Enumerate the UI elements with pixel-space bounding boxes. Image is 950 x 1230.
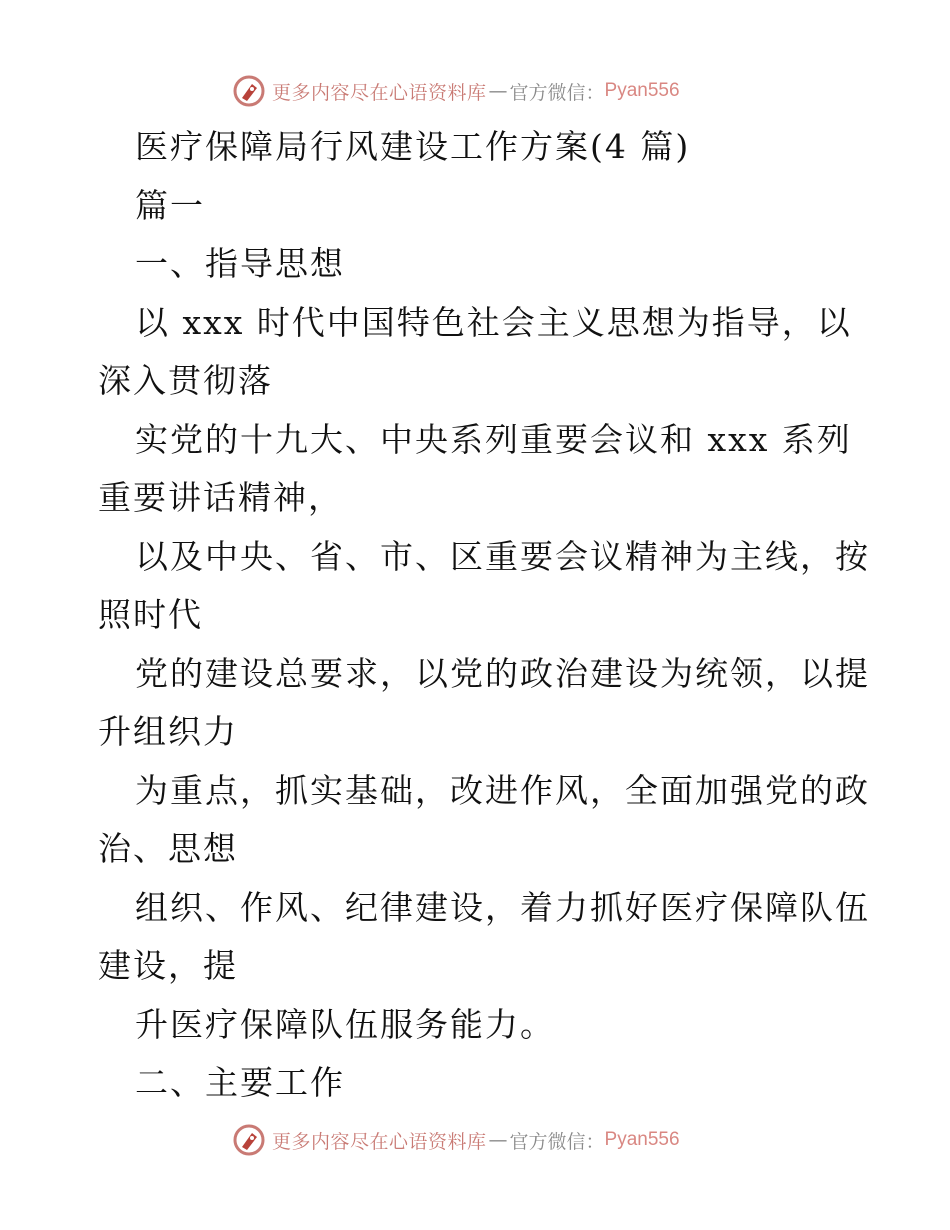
watermark-wechat-id: Pyan556	[604, 1129, 680, 1150]
watermark-separator: —	[488, 80, 508, 102]
watermark-text: 更多内容尽在心语资料库	[272, 1130, 487, 1153]
watermark-text: 更多内容尽在心语资料库	[272, 81, 487, 104]
footer-watermark	[232, 1120, 680, 1160]
paragraph-line: 以及中央、省、市、区重要会议精神为主线，按	[135, 537, 870, 576]
section-heading: 篇一	[135, 186, 205, 225]
document-title: 医疗保障局行风建设工作方案(4 篇)	[135, 127, 691, 166]
pen-nib-logo-icon	[232, 74, 266, 108]
paragraph-line: 治、思想	[98, 829, 238, 868]
section-heading: 二、主要工作	[135, 1063, 345, 1102]
paragraph-line: 升组织力	[98, 712, 238, 751]
watermark-separator: —	[488, 1129, 508, 1151]
paragraph-line: 组织、作风、纪律建设，着力抓好医疗保障队伍	[135, 888, 870, 927]
watermark-wechat-label: 官方微信：	[509, 1130, 605, 1153]
paragraph-line: 建设，提	[98, 946, 238, 985]
header-watermark	[232, 71, 680, 111]
paragraph-line: 党的建设总要求，以党的政治建设为统领，以提	[135, 654, 870, 693]
paragraph-line: 照时代	[98, 595, 203, 634]
watermark-wechat-id: Pyan556	[604, 80, 680, 101]
paragraph-line: 升医疗保障队伍服务能力。	[135, 1005, 555, 1044]
paragraph-line: 重要讲话精神，	[98, 478, 343, 517]
section-heading: 一、指导思想	[135, 244, 345, 283]
watermark-wechat-label: 官方微信：	[509, 81, 605, 104]
paragraph-line: 实党的十九大、中央系列重要会议和 xxx 系列	[135, 420, 852, 459]
paragraph-line: 深入贯彻落	[98, 361, 273, 400]
paragraph-line: 以 xxx 时代中国特色社会主义思想为指导，以	[135, 303, 852, 342]
paragraph-line: 为重点，抓实基础，改进作风，全面加强党的政	[135, 771, 870, 810]
pen-nib-logo-icon	[232, 1123, 266, 1157]
